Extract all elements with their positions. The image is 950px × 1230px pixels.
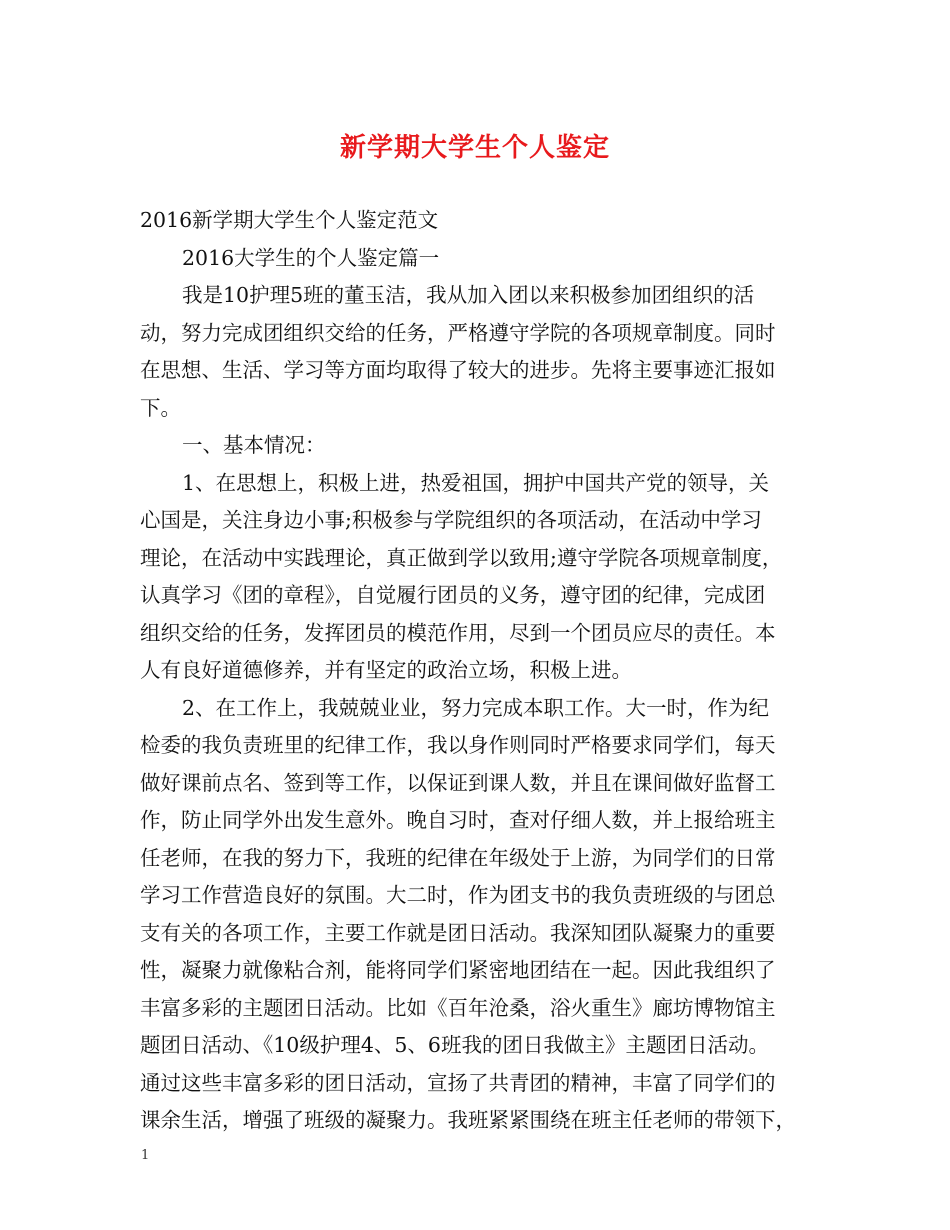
- text-line: 作，防止同学外出发生意外。晚自习时，查对仔细人数，并上报给班主: [140, 808, 776, 832]
- text-line: 做好课前点名、签到等工作，以保证到课人数，并且在课间做好监督工: [140, 770, 776, 795]
- text-line: 丰富多彩的主题团日活动。比如《百年沧桑，浴火重生》廊坊博物馆主: [140, 995, 776, 1020]
- text-line: 动，努力完成团组织交给的任务，严格遵守学院的各项规章制度。同时: [140, 320, 776, 345]
- text-line: 人有良好道德修养，并有坚定的政治立场，积极上进。: [140, 658, 632, 682]
- text-line: 心国是，关注身边小事;积极参与学院组织的各项活动，在活动中学习: [140, 508, 762, 532]
- text-line: 课余生活，增强了班级的凝聚力。我班紧紧围绕在班主任老师的带领下，: [140, 1108, 796, 1132]
- text-line: 认真学习《团的章程》，自觉履行团员的义务，遵守团的纪律，完成团: [140, 583, 766, 607]
- document-subtitle: 2016新学期大学生个人鉴定范文: [140, 208, 439, 232]
- text-line: 通过这些丰富多彩的团日活动，宣扬了共青团的精神，丰富了同学们的: [140, 1070, 776, 1095]
- document-title: 新学期大学生个人鉴定: [339, 133, 610, 163]
- page-number: 1: [141, 1148, 150, 1163]
- text-line: 任老师，在我的努力下，我班的纪律在年级处于上游，为同学们的日常: [140, 845, 776, 870]
- text-line: 学习工作营造良好的氛围。大二时，作为团支书的我负责班级的与团总: [140, 883, 776, 907]
- text-line: 支有关的各项工作，主要工作就是团日活动。我深知团队凝聚力的重要: [140, 920, 776, 945]
- text-line: 下。: [140, 395, 181, 420]
- text-line: 性，凝聚力就像粘合剂，能将同学们紧密地团结在一起。因此我组织了: [140, 958, 776, 982]
- section-heading: 2016大学生的个人鉴定篇一: [182, 245, 440, 270]
- text-line: 检委的我负责班里的纪律工作，我以身作则同时严格要求同学们，每天: [140, 733, 776, 757]
- document-body: [140, 202, 820, 1140]
- text-line: 一、基本情况：: [182, 433, 326, 457]
- text-line: 在思想、生活、学习等方面均取得了较大的进步。先将主要事迹汇报如: [140, 358, 776, 382]
- text-line: 1、在思想上，积极上进，热爱祖国，拥护中国共产党的领导，关: [182, 470, 770, 495]
- text-line: 题团日活动、《10级护理4、5、6班我的团日我做主》主题团日活动。: [140, 1033, 769, 1057]
- text-line: 组织交给的任务，发挥团员的模范作用，尽到一个团员应尽的责任。本: [140, 620, 776, 645]
- text-line: 理论，在活动中实践理论，真正做到学以致用;遵守学院各项规章制度，: [140, 545, 783, 570]
- text-line: 2、在工作上，我兢兢业业，努力完成本职工作。大一时，作为纪: [182, 695, 770, 720]
- text-line: 我是10护理5班的董玉洁，我从加入团以来积极参加团组织的活: [182, 283, 755, 307]
